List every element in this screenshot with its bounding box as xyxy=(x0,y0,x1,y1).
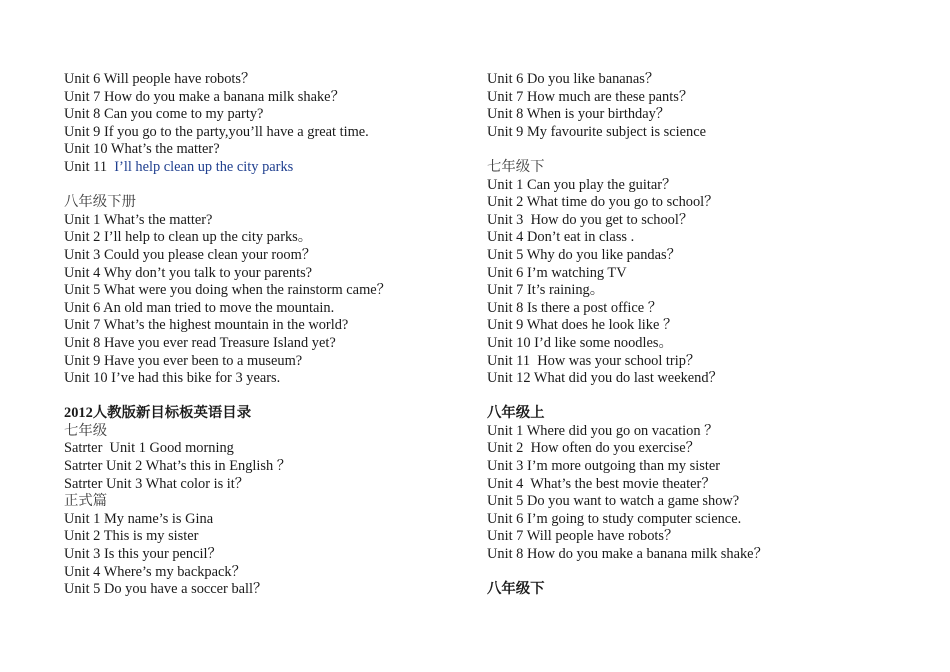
unit-line: Unit 6 Do you like bananas？ xyxy=(487,71,660,87)
unit-line: Unit 5 Do you have a soccer ball？ xyxy=(64,581,268,598)
catalog-title: 2012人教版新目标板英语目录 xyxy=(64,405,252,422)
unit-line: Unit 7 Will people have robots？ xyxy=(487,528,679,545)
unit-line: Unit 8 When is your birthday？ xyxy=(487,106,671,123)
unit-line: Unit 3 Is this your pencil？ xyxy=(64,546,222,563)
unit-list-grade7-upper-continued xyxy=(487,71,927,141)
section-heading-formal: 正式篇 xyxy=(64,493,108,510)
unit-line: Unit 8 Have you ever read Treasure Island yet? xyxy=(64,334,336,351)
section-heading-grade8-lower: 八年级下 xyxy=(487,581,545,598)
unit-line: Unit 11 How was your school trip？ xyxy=(487,352,701,369)
spacer xyxy=(64,177,464,195)
unit-line: Unit 1 My name’s is Gina xyxy=(64,510,214,527)
unit-line: Unit 1 Can you play the guitar？ xyxy=(487,176,677,193)
unit-line: Unit 12 What did you do last weekend？ xyxy=(487,370,723,387)
unit-line-11 xyxy=(64,159,464,177)
unit-line: Unit 4 What’s the best movie theater？ xyxy=(487,475,716,492)
unit-line: Unit 7 How do you make a banana milk shake？ xyxy=(64,88,345,105)
spacer xyxy=(487,564,927,582)
unit-line: Unit 2 How often do you exercise？ xyxy=(487,440,701,457)
unit-line: Unit 9 My favourite subject is science xyxy=(487,123,707,140)
section-heading-grade7-lower: 七年级下 xyxy=(487,158,545,175)
unit-line: Unit 5 Why do you like pandas？ xyxy=(487,246,681,263)
unit-11-prefix: Unit 11 xyxy=(64,158,115,175)
unit-line: Unit 2 What time do you go to school？ xyxy=(487,194,719,211)
unit-line: Unit 8 How do you make a banana milk shake？ xyxy=(487,546,768,563)
unit-list-grade7-upper xyxy=(64,511,464,599)
section-heading-grade7: 七年级 xyxy=(64,422,108,439)
unit-line: Unit 9 What does he look like ？ xyxy=(487,317,678,334)
unit-line: Unit 10 What’s the matter? xyxy=(64,141,220,158)
starter-line: Satrter Unit 2 What’s this in English ？ xyxy=(64,458,292,475)
unit-line: Unit 2 I’ll help to clean up the city parks。 xyxy=(64,229,313,246)
unit-list-grade8-upper-continued xyxy=(64,71,464,177)
unit-line: Unit 3 I’m more outgoing than my sister xyxy=(487,458,721,475)
unit-line: Unit 5 What were you doing when the rainstorm came？ xyxy=(64,282,392,299)
unit-line: Unit 10 I’ve had this bike for 3 years. xyxy=(64,370,281,387)
unit-line: Unit 7 What’s the highest mountain in the world? xyxy=(64,317,349,334)
unit-line: Unit 3 How do you get to school？ xyxy=(487,211,694,228)
section-heading-grade8-lower: 八年级下册 xyxy=(64,194,136,211)
unit-line: Unit 8 Can you come to my party? xyxy=(64,106,264,123)
left-column xyxy=(64,71,464,599)
starter-line: Satrter Unit 3 What color is it？ xyxy=(64,475,250,492)
unit-line: Unit 1 Where did you go on vacation ？ xyxy=(487,422,719,439)
unit-line: Unit 6 An old man tried to move the mountain. xyxy=(64,299,335,316)
unit-11-title: I’ll help clean up the city parks xyxy=(114,158,294,175)
unit-line: Unit 8 Is there a post office ？ xyxy=(487,299,663,316)
unit-list-starter xyxy=(64,440,464,493)
unit-list-grade7-lower xyxy=(487,177,927,388)
unit-line: Unit 7 It’s raining。 xyxy=(487,282,605,299)
unit-line: Unit 4 Why don’t you talk to your parents? xyxy=(64,264,313,281)
unit-list-grade8-upper xyxy=(487,423,927,564)
unit-line: Unit 6 Will people have robots？ xyxy=(64,71,256,87)
section-heading-grade8-upper: 八年级上 xyxy=(487,405,545,422)
spacer xyxy=(487,141,927,159)
unit-line: Unit 6 I’m watching TV xyxy=(487,264,627,281)
starter-line: Satrter Unit 1 Good morning xyxy=(64,440,234,457)
unit-list-grade8-lower xyxy=(64,212,464,388)
unit-line: Unit 9 Have you ever been to a museum? xyxy=(64,352,303,369)
unit-line: Unit 3 Could you please clean your room？ xyxy=(64,246,317,263)
unit-line: Unit 9 If you go to the party,you’ll have a great time. xyxy=(64,123,369,140)
unit-line: Unit 10 I’d like some noodles。 xyxy=(487,334,673,351)
unit-line: Unit 6 I’m going to study computer science. xyxy=(487,510,742,527)
unit-line: Unit 1 What’s the matter? xyxy=(64,211,213,228)
unit-line: Unit 5 Do you want to watch a game show? xyxy=(487,493,740,510)
unit-line: Unit 2 This is my sister xyxy=(64,528,199,545)
unit-line: Unit 4 Where’s my backpack？ xyxy=(64,563,246,580)
spacer xyxy=(487,388,927,406)
unit-line: Unit 4 Don’t eat in class . xyxy=(487,229,635,246)
right-column xyxy=(487,71,927,599)
unit-line: Unit 7 How much are these pants？ xyxy=(487,88,694,105)
spacer xyxy=(64,388,464,406)
